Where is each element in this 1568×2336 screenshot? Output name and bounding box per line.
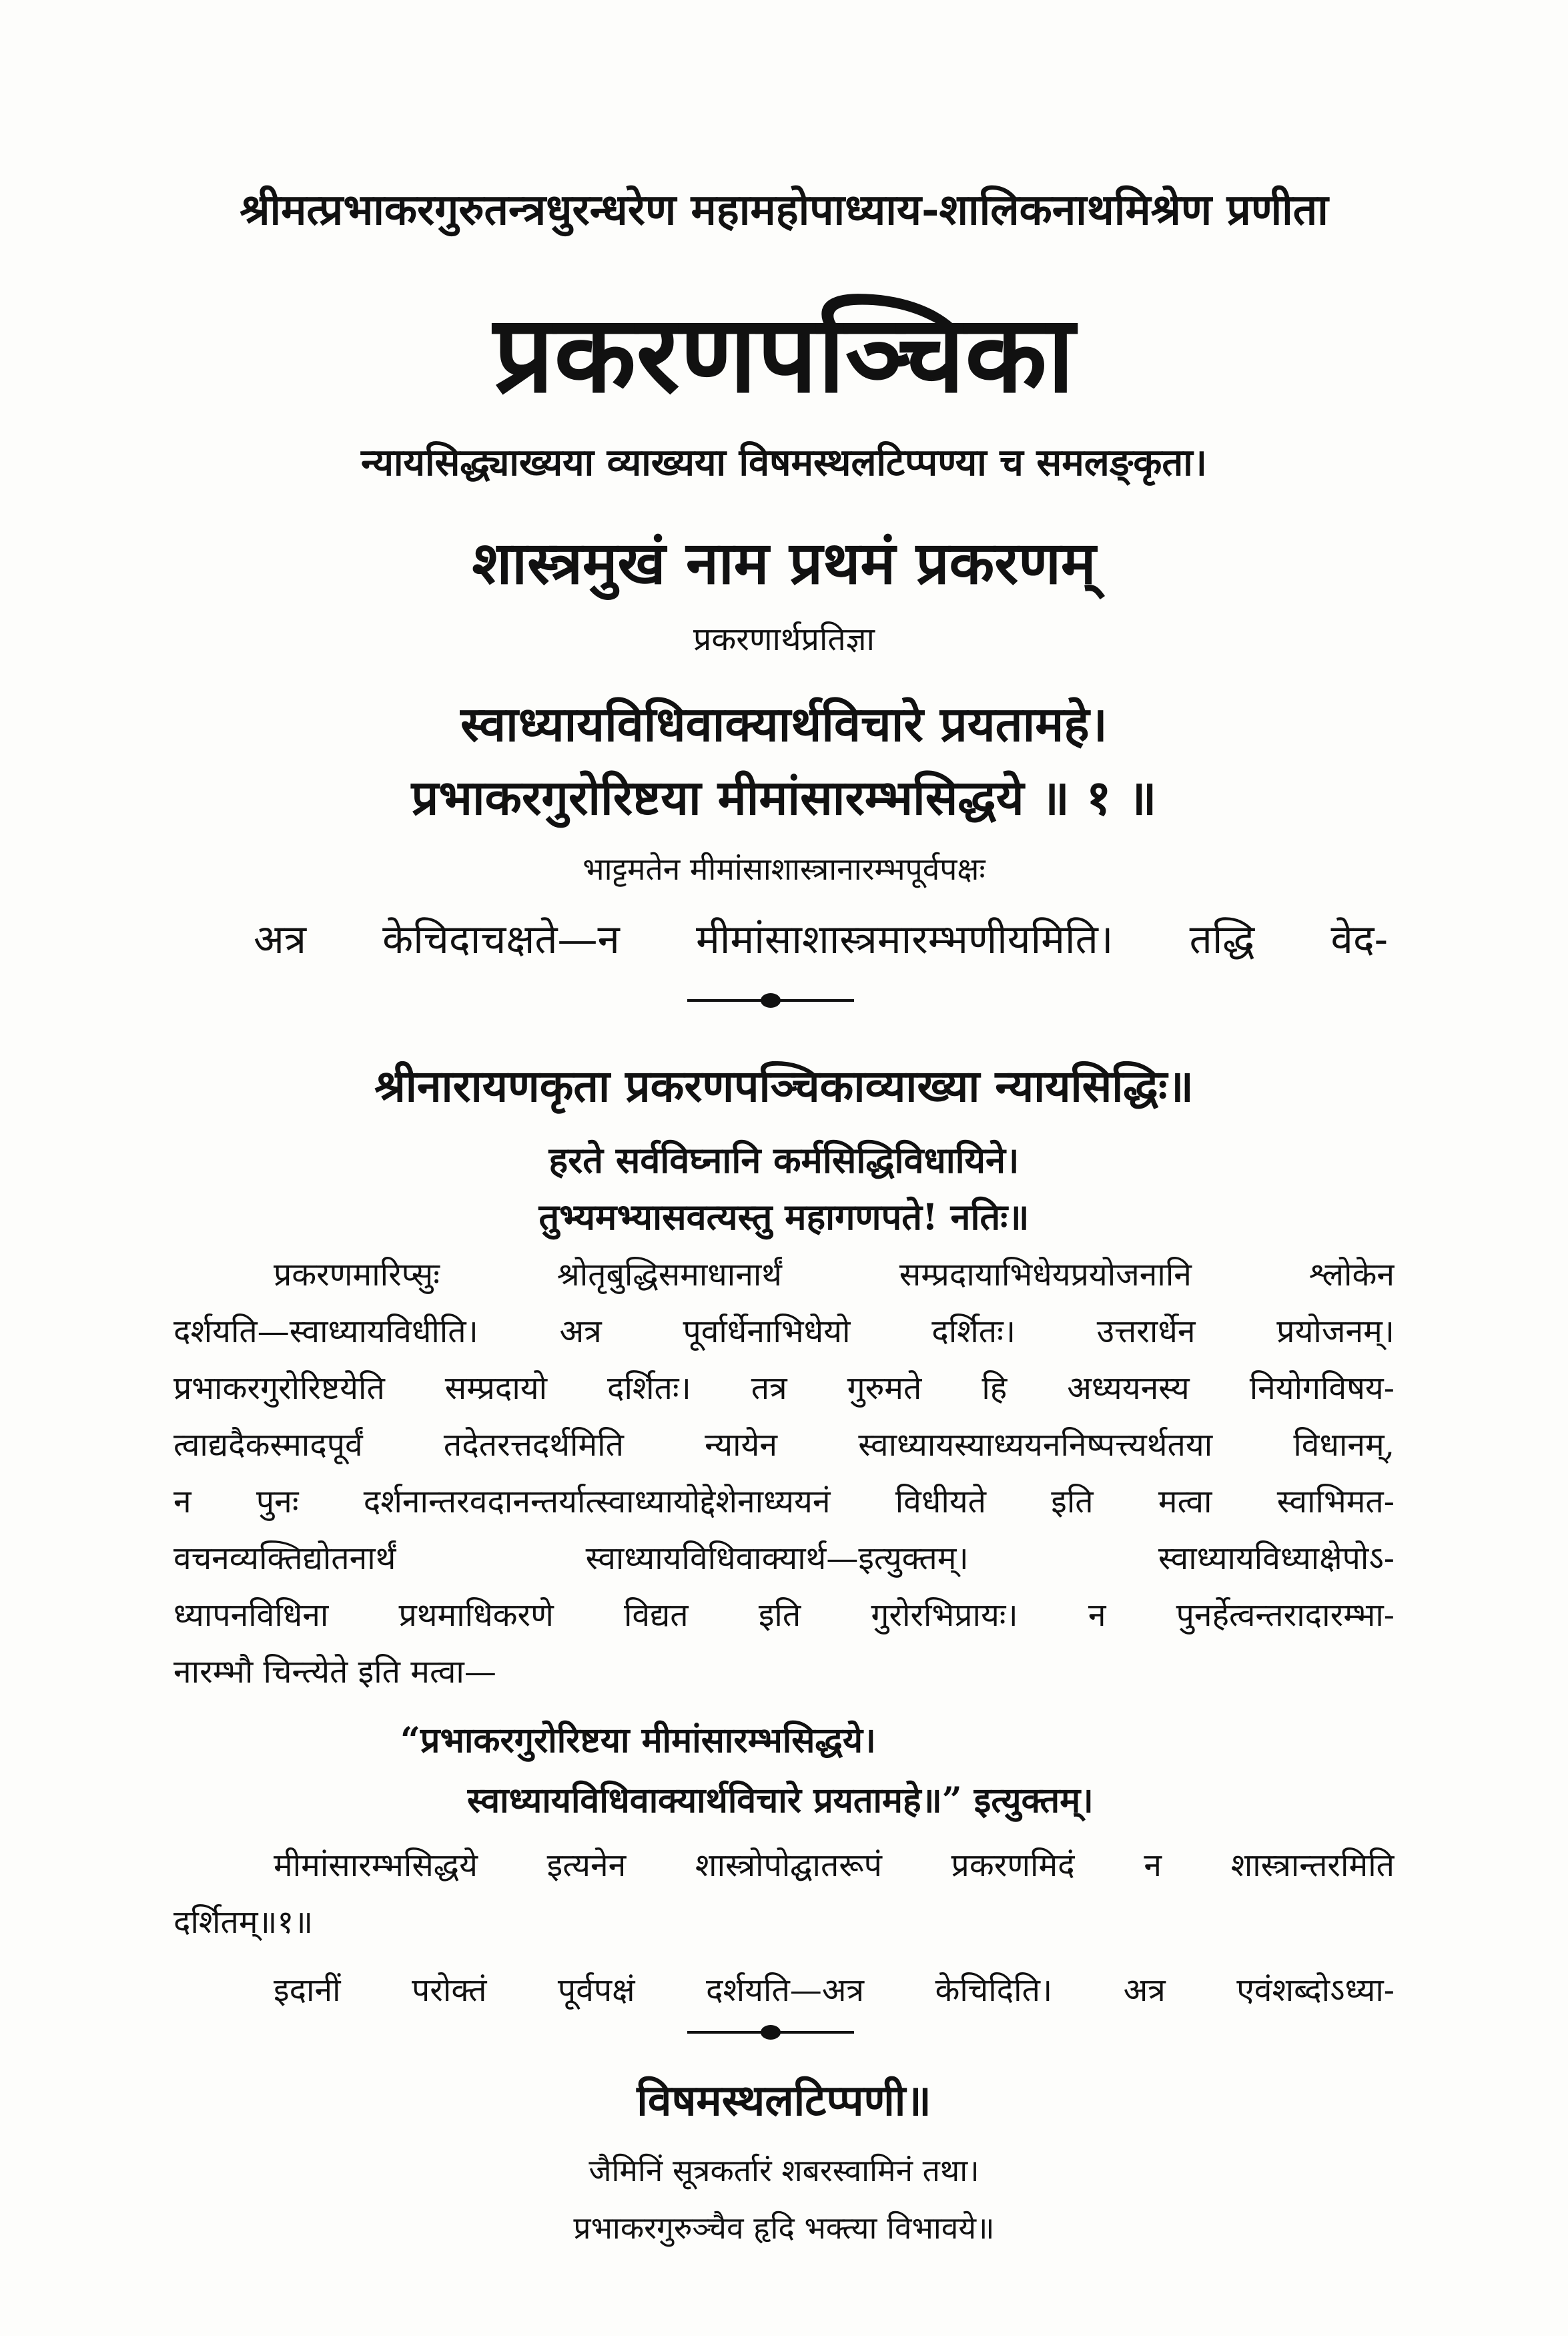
tippani-heading: विषमस्थलटिप्पणी॥ [637, 2076, 931, 2126]
attribution-line: श्रीमत्प्रभाकरगुरुतन्त्रधुरन्धरेण महामहोपाध्याय-शालिकनाथमिश्रेण प्रणीता [240, 185, 1328, 235]
quoted-verse-line-2: स्वाध्यायविधिवाक्यार्थविचारे प्रयतामहे॥” इत्युक्तम्। [467, 1780, 1094, 1821]
commentary-para-line: वचनव्यक्तिद्योतनार्थं स्वाध्यायविधिवाक्यार्थ—इत्युक्तम्। स्वाध्यायविध्याक्षेपोऽ- [173, 1540, 1395, 1577]
commentary-para-line: न पुनः दर्शनान्तरवदानन्तर्यात्स्वाध्यायोद्देशेनाध्ययनं विधीयते इति मत्वा स्वाभिमत- [173, 1483, 1395, 1520]
commentary-para-line: इदानीं परोक्तं पूर्वपक्षं दर्शयति—अत्र केचिदिति। अत्र एवंशब्दोऽध्या- [274, 1972, 1395, 2009]
commentary-para-line: ध्यापनविधिना प्रथमाधिकरणे विद्यत इति गुरोरभिप्रायः। न पुनर्हेत्वन्तरादारम्भा- [173, 1596, 1395, 1634]
section-divider [687, 999, 854, 1002]
tippani-verse-line-2: प्रभाकरगुरुञ्चैव हृदि भक्त्या विभावये॥ [573, 2210, 995, 2246]
commentary-para-line: त्वाद्यदैकस्मादपूर्वं तदेतरत्तदर्थमिति न्यायेन स्वाध्यायस्याध्ययननिष्पत्त्यर्थतया विधानम्, [173, 1426, 1395, 1464]
section-divider [687, 2031, 854, 2034]
page-title: प्रकरणपञ्चिका [493, 291, 1075, 416]
main-verse-line-1: स्वाध्यायविधिवाक्यार्थविचारे प्रयतामहे। [460, 695, 1108, 752]
commentary-para-line: प्रकरणमारिप्सुः श्रोतृबुद्धिसमाधानार्थं सम्प्रदायाभिधेयप्रयोजनानि श्लोकेन [274, 1256, 1395, 1293]
invocation-line-1: हरते सर्वविघ्नानि कर्मसिद्धिविधायिने। [548, 1139, 1020, 1181]
commentary-heading: श्रीनारायणकृता प्रकरणपञ्चिकाव्याख्या न्यायसिद्धिः॥ [374, 1060, 1194, 1112]
commentary-para-line: प्रभाकरगुरोरिष्टयेति सम्प्रदायो दर्शितः। तत्र गुरुमते हि अध्ययनस्य नियोगविषय- [173, 1370, 1395, 1407]
commentary-para-line: दर्शितम्॥१॥ [173, 1904, 314, 1941]
purvapaksha-text: अत्र केचिदाचक्षते—न मीमांसाशास्त्रमारम्भणीयमिति। तद्धि वेद- [254, 916, 1388, 963]
purvapaksha-label: भाट्टमतेन मीमांसाशास्त्रानारम्भपूर्वपक्षः [582, 851, 986, 887]
quoted-verse-line-1: “प्रभाकरगुरोरिष्टया मीमांसारम्भसिद्धये। [400, 1720, 876, 1761]
subtitle: न्यायसिद्ध्याख्यया व्याख्यया विषमस्थलटिप्पण्या च समलङ्कृता। [361, 441, 1207, 485]
invocation-line-2: तुभ्यमभ्यासवत्यस्तु महागणपते! नतिः॥ [538, 1195, 1030, 1238]
chapter-heading: शास्त्रमुखं नाम प्रथमं प्रकरणम् [472, 528, 1096, 597]
commentary-para-line: नारम्भौ चिन्त्येते इति मत्वा— [173, 1653, 496, 1691]
commentary-para-line: मीमांसारम्भसिद्धये इत्यनेन शास्त्रोपोद्घातरूपं प्रकरणमिदं न शास्त्रान्तरमिति [274, 1847, 1395, 1884]
main-verse-line-2: प्रभाकरगुरोरिष्टया मीमांसारम्भसिद्धये ॥ १ ॥ [411, 769, 1157, 826]
commentary-para-line: दर्शयति—स्वाध्यायविधीति। अत्र पूर्वार्धेनाभिधेयो दर्शितः। उत्तरार्धेन प्रयोजनम्। [173, 1313, 1395, 1350]
section-label: प्रकरणार्थप्रतिज्ञा [693, 621, 875, 658]
tippani-verse-line-1: जैमिनिं सूत्रकर्तारं शबरस्वामिनं तथा। [589, 2152, 979, 2188]
